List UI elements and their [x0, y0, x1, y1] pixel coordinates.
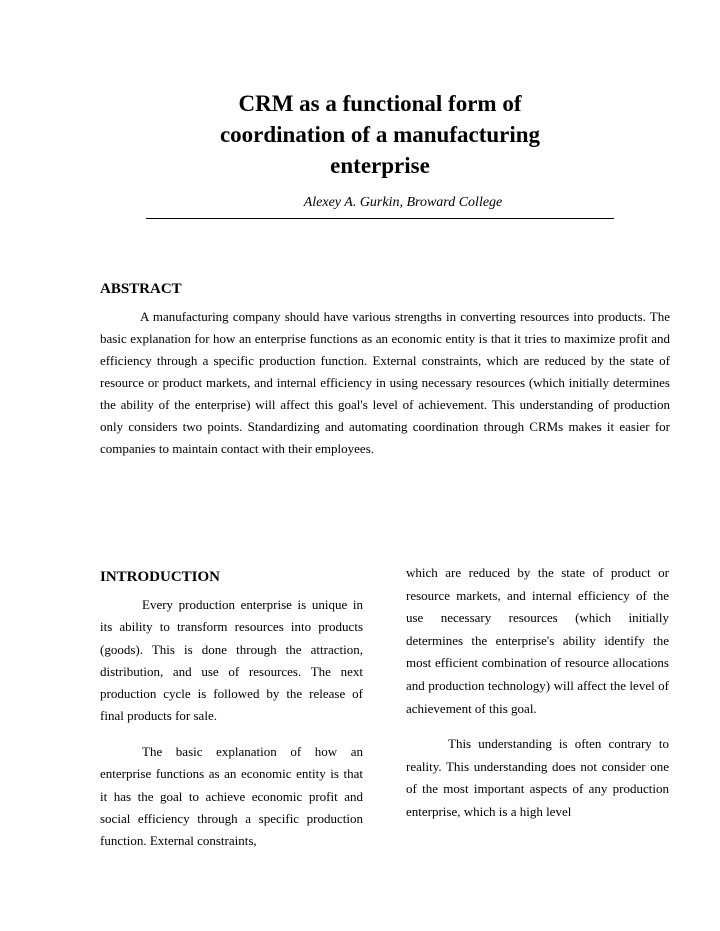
author-byline: Alexey A. Gurkin, Broward College: [303, 195, 503, 210]
introduction-paragraph-2: The basic explanation of how an enterprise functions as an economic entity is that it has the goal to achieve economic profit and social efficiency through a specific production function. External constraints,: [100, 744, 363, 849]
title-divider: [146, 218, 614, 219]
abstract-heading: ABSTRACT: [100, 281, 182, 297]
right-column-paragraph-1: which are reduced by the state of product or resource markets, and internal efficiency of the use necessary resources (which initially determines the enterprise's ability identify the most efficient combination of resource allocations and production technology) will affect the level of achievement of this goal.: [406, 565, 669, 716]
abstract-body: A manufacturing company should have various strengths in converting resources into products. The basic explanation for how an enterprise functions as an economic entity is that it tries to maximize profit and efficiency through a specific production function. External constraints, which are reduced by the state of resource or product markets, and internal efficiency in using necessary resources (which initially determines the ability of the enterprise) will affect this goal's level of achievement. This understanding of production only considers two points. Standardizing and automating coordination through CRMs makes it easier for companies to maintain contact with their employees.: [100, 309, 670, 456]
title-line-2: coordination of a manufacturing: [219, 122, 541, 148]
introduction-paragraph-1: Every production enterprise is unique in its ability to transform resources into products (goods). This is done through the attraction, distribution, and use of resources. The next production cycle is followed by the release of final products for sale.: [100, 597, 363, 724]
paper-title: [190, 88, 570, 181]
right-column-paragraph-2: This understanding is often contrary to reality. This understanding does not consider one of the most important aspects of any production enterprise, which is a high level: [406, 736, 669, 819]
title-line-1: CRM as a functional form of: [238, 91, 522, 117]
title-line-3: enterprise: [330, 153, 430, 179]
introduction-heading: INTRODUCTION: [100, 569, 221, 585]
